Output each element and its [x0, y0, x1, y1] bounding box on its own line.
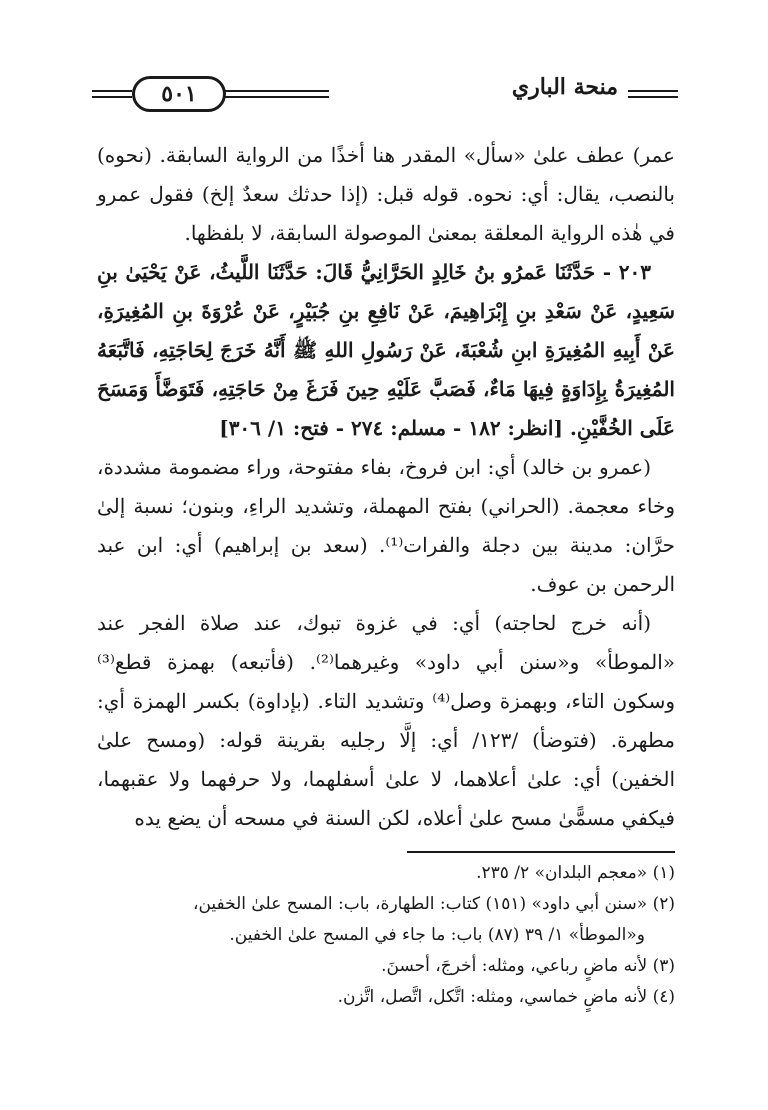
header-rule — [92, 96, 132, 98]
hadith-text: ٢٠٣ - حَدَّثَنَا عَمرُو بنُ خَالِدٍ الحَرَّانِيُّ قَالَ: حَدَّثَنَا اللَّيثُ، عَنْ يَحْيَىٰ بنِ سَعِيدٍ، عَنْ سَعْدِ بنِ إِبْرَاهِيمَ، عَنْ نَافِعِ بنِ جُبَيْرٍ، عَنْ عُرْوَةَ بنِ المُغِيرَةِ، عَنْ أَبِيهِ المُغِيرَةِ ابنِ شُعْبَةَ، عَنْ رَسُولِ اللهِ ﷺ أَنَّهُ خَرَجَ لِحَاجَتِهِ، فَاتَّبَعَهُ المُغِيرَةُ بِإِدَاوَةٍ فِيهَا مَاءٌ، فَصَبَّ عَلَيْهِ حِينَ فَرَغَ مِنْ حَاجَتِهِ، فَتَوَضَّأَ وَمَسَحَ عَلَى الخُفَّيْنِ. [انظر: ١٨٢ - مسلم: ٢٧٤ - فتح: ١/ ٣٠٦] — [97, 260, 675, 440]
footnote: (٣) لأنه ماضٍ رباعي، ومثله: أخرجَ، أحسنَ. — [381, 956, 675, 976]
header-rule — [628, 96, 678, 98]
main-text — [97, 136, 675, 838]
commentary-paragraph: عمر) عطف علىٰ «سأل» المقدر هنا أخذًا من الرواية السابقة. (نحوه) بالنصب، يقال: أي: نحوه. قوله قبل: (إذا حدثك سعدٌ إلخ) فقول عمرو في هٰذه الرواية المعلقة بمعنىٰ الموصولة السابقة، لا بلفظها. — [97, 143, 675, 245]
commentary-paragraph: (أنه خرج لحاجته) أي: في غزوة تبوك، عند صلاة الفجر عند «الموطأ» و«سنن أبي داود» وغيرهما⁽²⁾. (فأتبعه) بهمزة قطع⁽³⁾ وسكون التاء، وبهمزة وصل⁽⁴⁾ وتشديد التاء. (بإداوة) بكسر الهمزة أي: مطهرة. (فتوضأ) /١٢٣/ أي: إلَّا رجليه بقرينة قوله: (ومسح علىٰ الخفين) أي: علىٰ أعلاهما، لا علىٰ أسفلهما، ولا حرفهما ولا عقبهما، فيكفي مسمًّىٰ مسح علىٰ أعلاه، لكن السنة في مسحه أن يضع يده — [97, 611, 675, 830]
book-title: منحة الباري — [511, 74, 618, 100]
footnote: (٢) «سنن أبي داود» (١٥١) كتاب: الطهارة، باب: المسح علىٰ الخفين، — [192, 894, 675, 914]
header-rule — [223, 90, 329, 92]
header-rule — [223, 96, 329, 98]
footnote-separator — [407, 851, 675, 853]
footnote: (٤) لأنه ماضٍ خماسي، ومثله: اتَّكل، اتَّصل، اتَّزن. — [337, 987, 675, 1007]
footnotes — [97, 858, 675, 1013]
footnote-continuation: و«الموطأ» ١/ ٣٩ (٨٧) باب: ما جاء في المسح علىٰ الخفين. — [229, 925, 645, 945]
commentary-paragraph: (عمرو بن خالد) أي: ابن فروخ، بفاء مفتوحة، وراء مضمومة مشددة، وخاء معجمة. (الحراني) بفتح المهملة، وتشديد الراءِ، وبنون؛ نسبة إلىٰ حرَّان: مدينة بين دجلة والفرات⁽¹⁾. (سعد بن إبراهيم) أي: ابن عبد الرحمن بن عوف. — [97, 455, 676, 596]
page-header — [92, 66, 678, 116]
header-rule — [628, 90, 678, 92]
header-rule — [92, 90, 132, 92]
page-number: ٥٠١ — [132, 76, 226, 112]
footnote: (١) «معجم البلدان» ٢/ ٢٣٥. — [476, 863, 675, 883]
